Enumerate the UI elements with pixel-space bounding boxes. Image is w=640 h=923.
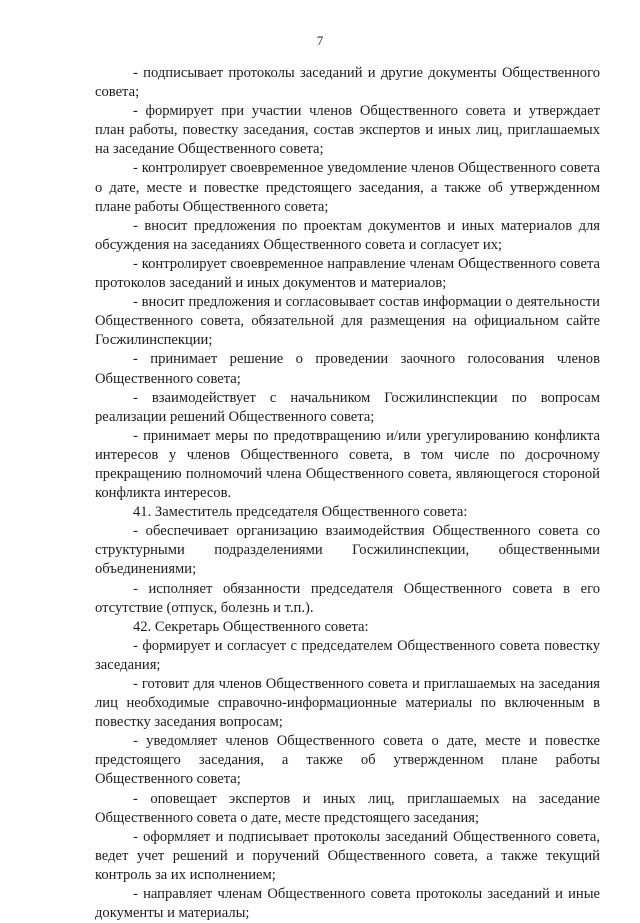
paragraph-8: - взаимодействует с начальником Госжилинспекции по вопросам реализации решений Общественного совета; bbox=[95, 389, 600, 425]
document-body bbox=[95, 64, 600, 923]
paragraph-4: - вносит предложения по проектам документов и иных материалов для обсуждения на заседаниях Общественного совета и согласует их; bbox=[95, 217, 600, 253]
page-number: 7 bbox=[316, 33, 324, 48]
section-42-heading: 42. Секретарь Общественного совета: bbox=[133, 618, 369, 635]
paragraph-5: - контролирует своевременное направление членам Общественного совета протоколов заседаний и иных документов и материалов; bbox=[95, 255, 600, 292]
paragraph-16: - уведомляет членов Общественного совета о дате, месте и повестке предстоящего заседания, а также об утвержденном плане работы Общественного совета; bbox=[95, 733, 600, 788]
paragraph-3: - контролирует своевременное уведомление членов Общественного совета о дате, месте и повестке предстоящего заседания, а также об утвержденном плане работы Общественного совета; bbox=[95, 160, 600, 215]
paragraph-6: - вносит предложения и согласовывает состав информации о деятельности Общественного совета, обязательной для размещения на официальном сайте Госжилинспекции; bbox=[95, 294, 600, 349]
paragraph-11: - обеспечивает организацию взаимодействия Общественного совета со структурными подразделениями Госжилинспекции, общественными объединениями; bbox=[95, 523, 600, 578]
paragraph-12: - исполняет обязанности председателя Общественного совета в его отсутствие (отпуск, болезнь и т.п.). bbox=[95, 580, 600, 616]
paragraph-17: - оповещает экспертов и иных лиц, приглашаемых на заседание Общественного совета о дате, месте предстоящего заседания; bbox=[95, 790, 600, 826]
paragraph-2: - формирует при участии членов Общественного совета и утверждает план работы, повестку заседания, состав экспертов и иных лиц, приглашаемых на заседание Общественного совета; bbox=[95, 103, 600, 158]
paragraph-1: - подписывает протоколы заседаний и другие документы Общественного совета; bbox=[95, 65, 600, 101]
paragraph-18: - оформляет и подписывает протоколы заседаний Общественного совета, ведет учет решений и поручений Общественного совета, а также текущий контроль за их исполнением; bbox=[95, 828, 600, 883]
paragraph-15: - готовит для членов Общественного совета и приглашаемых на заседания лиц необходимые справочно-информационные материалы по включенным в повестку заседания вопросам; bbox=[95, 676, 600, 731]
paragraph-7: - принимает решение о проведении заочного голосования членов Общественного совета; bbox=[95, 351, 600, 387]
paragraph-14: - формирует и согласует с председателем Общественного совета повестку заседания; bbox=[95, 637, 600, 673]
paragraph-19: - направляет членам Общественного совета протоколы заседаний и иные документы и материалы; bbox=[95, 886, 600, 922]
section-41-heading: 41. Заместитель председателя Общественного совета: bbox=[133, 504, 468, 521]
paragraph-9: - принимает меры по предотвращению и/или урегулированию конфликта интересов у членов Общественного совета, в том числе по досрочному прекращению полномочий члена Общественного совета, являющегося стороной конфликта интересов. bbox=[95, 427, 600, 502]
